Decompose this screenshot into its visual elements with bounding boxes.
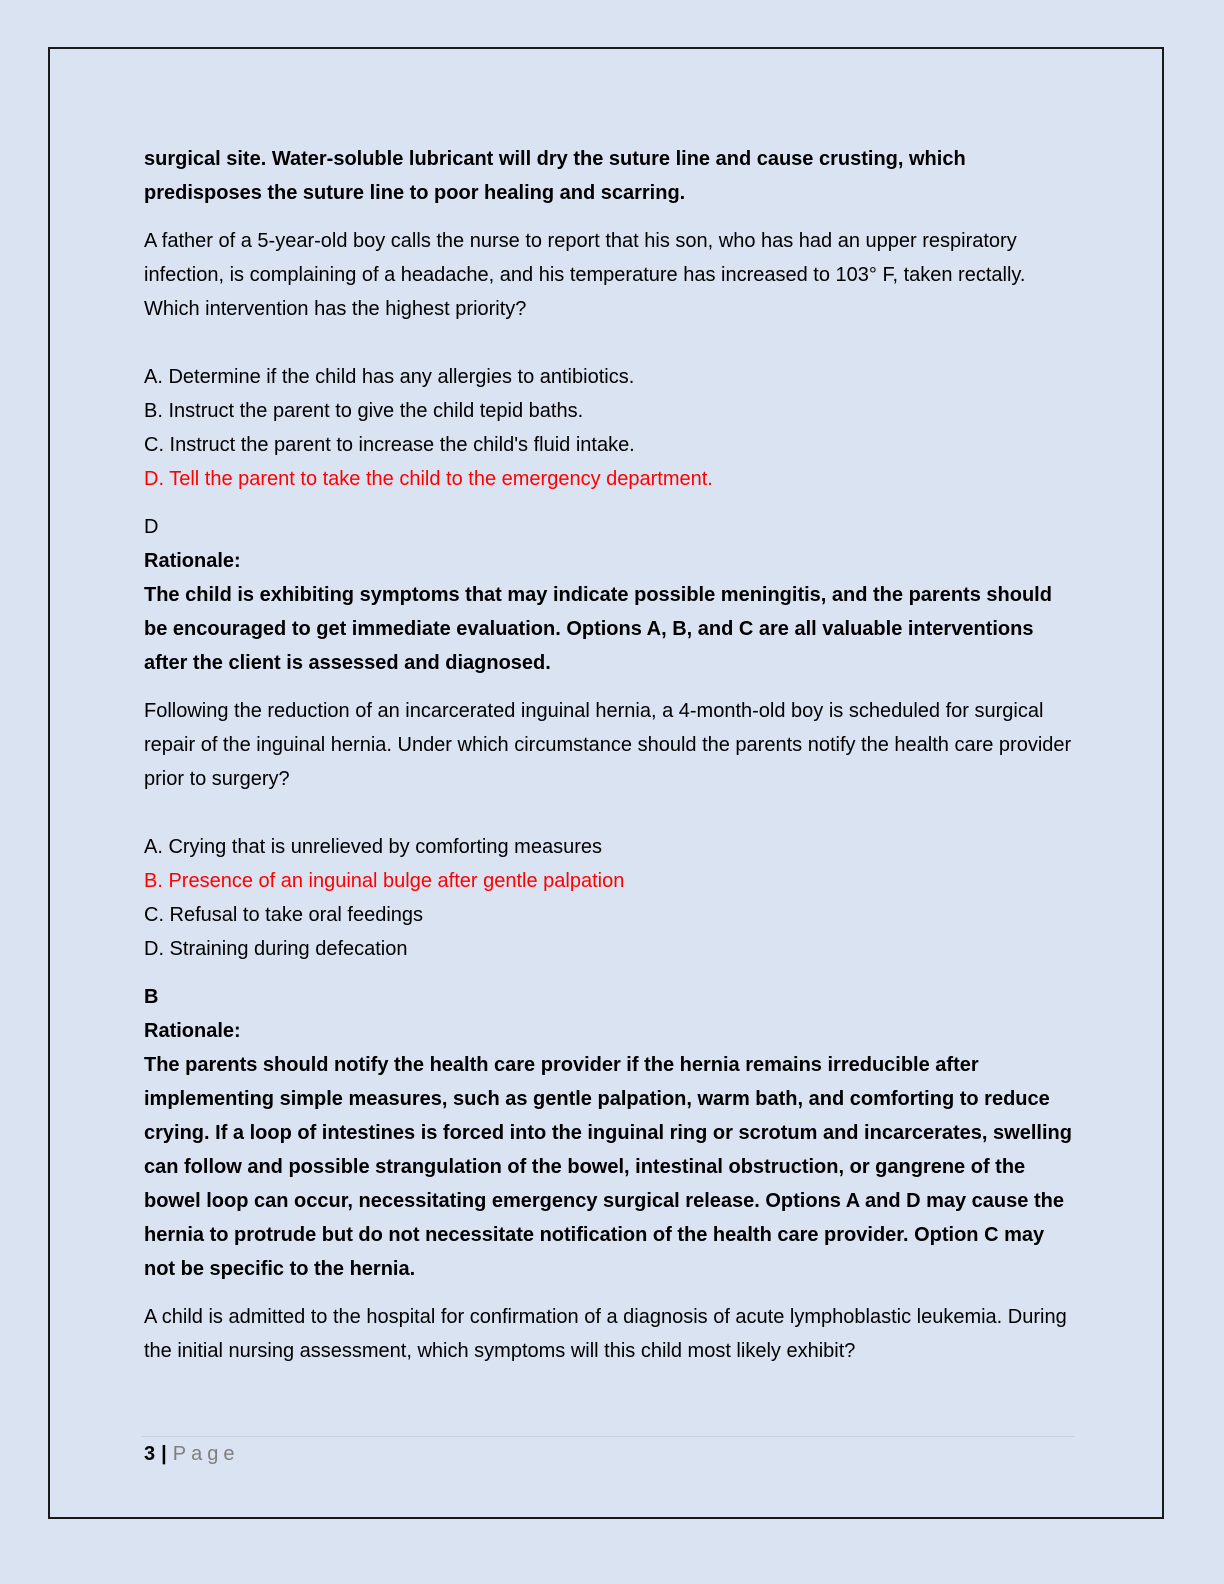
continued-rationale: surgical site. Water-soluble lubricant will dry the suture line and cause crusting, which predisposes the suture line to poor healing and scarring. <box>144 148 966 204</box>
question-stem: A father of a 5-year-old boy calls the nurse to report that his son, who has had an upper respiratory infection, is complaining of a headache, and his temperature has increased to 103° F, taken rectally. Which intervention has the highest priority? <box>144 230 1026 320</box>
options-list <box>144 830 1074 966</box>
page-footer <box>144 1440 239 1468</box>
answer-letter: D <box>144 516 159 538</box>
question-stem: Following the reduction of an incarcerated inguinal hernia, a 4-month-old boy is scheduled for surgical repair of the inguinal hernia. Under which circumstance should the parents notify the health care provider prior to surgery? <box>144 700 1072 790</box>
option-d-correct: D. Tell the parent to take the child to the emergency department. <box>144 468 713 490</box>
document-body <box>144 142 1074 1368</box>
question-block-1 <box>144 224 1074 680</box>
option-c: C. Instruct the parent to increase the child's fluid intake. <box>144 434 635 456</box>
page-number: 3 <box>144 1443 156 1465</box>
rationale-text: The child is exhibiting symptoms that may indicate possible meningitis, and the parents should be encouraged to get immediate evaluation. Options A, B, and C are all valuable interventions after the client is assessed and diagnosed. <box>144 584 1052 674</box>
question-block-2 <box>144 694 1074 1286</box>
footer-separator: | <box>161 1443 167 1465</box>
option-d: D. Straining during defecation <box>144 938 408 960</box>
page-label: Page <box>172 1443 240 1465</box>
rationale-label: Rationale: <box>144 1020 241 1042</box>
option-a: A. Determine if the child has any allergies to antibiotics. <box>144 366 635 388</box>
footer-divider <box>142 1436 1074 1437</box>
answer-block <box>144 510 1074 680</box>
rationale-label: Rationale: <box>144 550 241 572</box>
answer-block <box>144 980 1074 1286</box>
option-b-correct: B. Presence of an inguinal bulge after gentle palpation <box>144 870 625 892</box>
next-question-stem: A child is admitted to the hospital for confirmation of a diagnosis of acute lymphoblastic leukemia. During the initial nursing assessment, which symptoms will this child most likely exhibit? <box>144 1306 1067 1362</box>
options-list <box>144 360 1074 496</box>
option-c: C. Refusal to take oral feedings <box>144 904 424 926</box>
option-a: A. Crying that is unrelieved by comforting measures <box>144 836 602 858</box>
answer-letter: B <box>144 986 159 1008</box>
option-b: B. Instruct the parent to give the child tepid baths. <box>144 400 584 422</box>
rationale-text: The parents should notify the health care provider if the hernia remains irreducible after implementing simple measures, such as gentle palpation, warm bath, and comforting to reduce crying. If a loop of intestines is forced into the inguinal ring or scrotum and incarcerates, swelling can follow and possible strangulation of the bowel, intestinal obstruction, or gangrene of the bowel loop can occur, necessitating emergency surgical release. Options A and D may cause the hernia to protrude but do not necessitate notification of the health care provider. Option C may not be specific to the hernia. <box>144 1054 1072 1280</box>
